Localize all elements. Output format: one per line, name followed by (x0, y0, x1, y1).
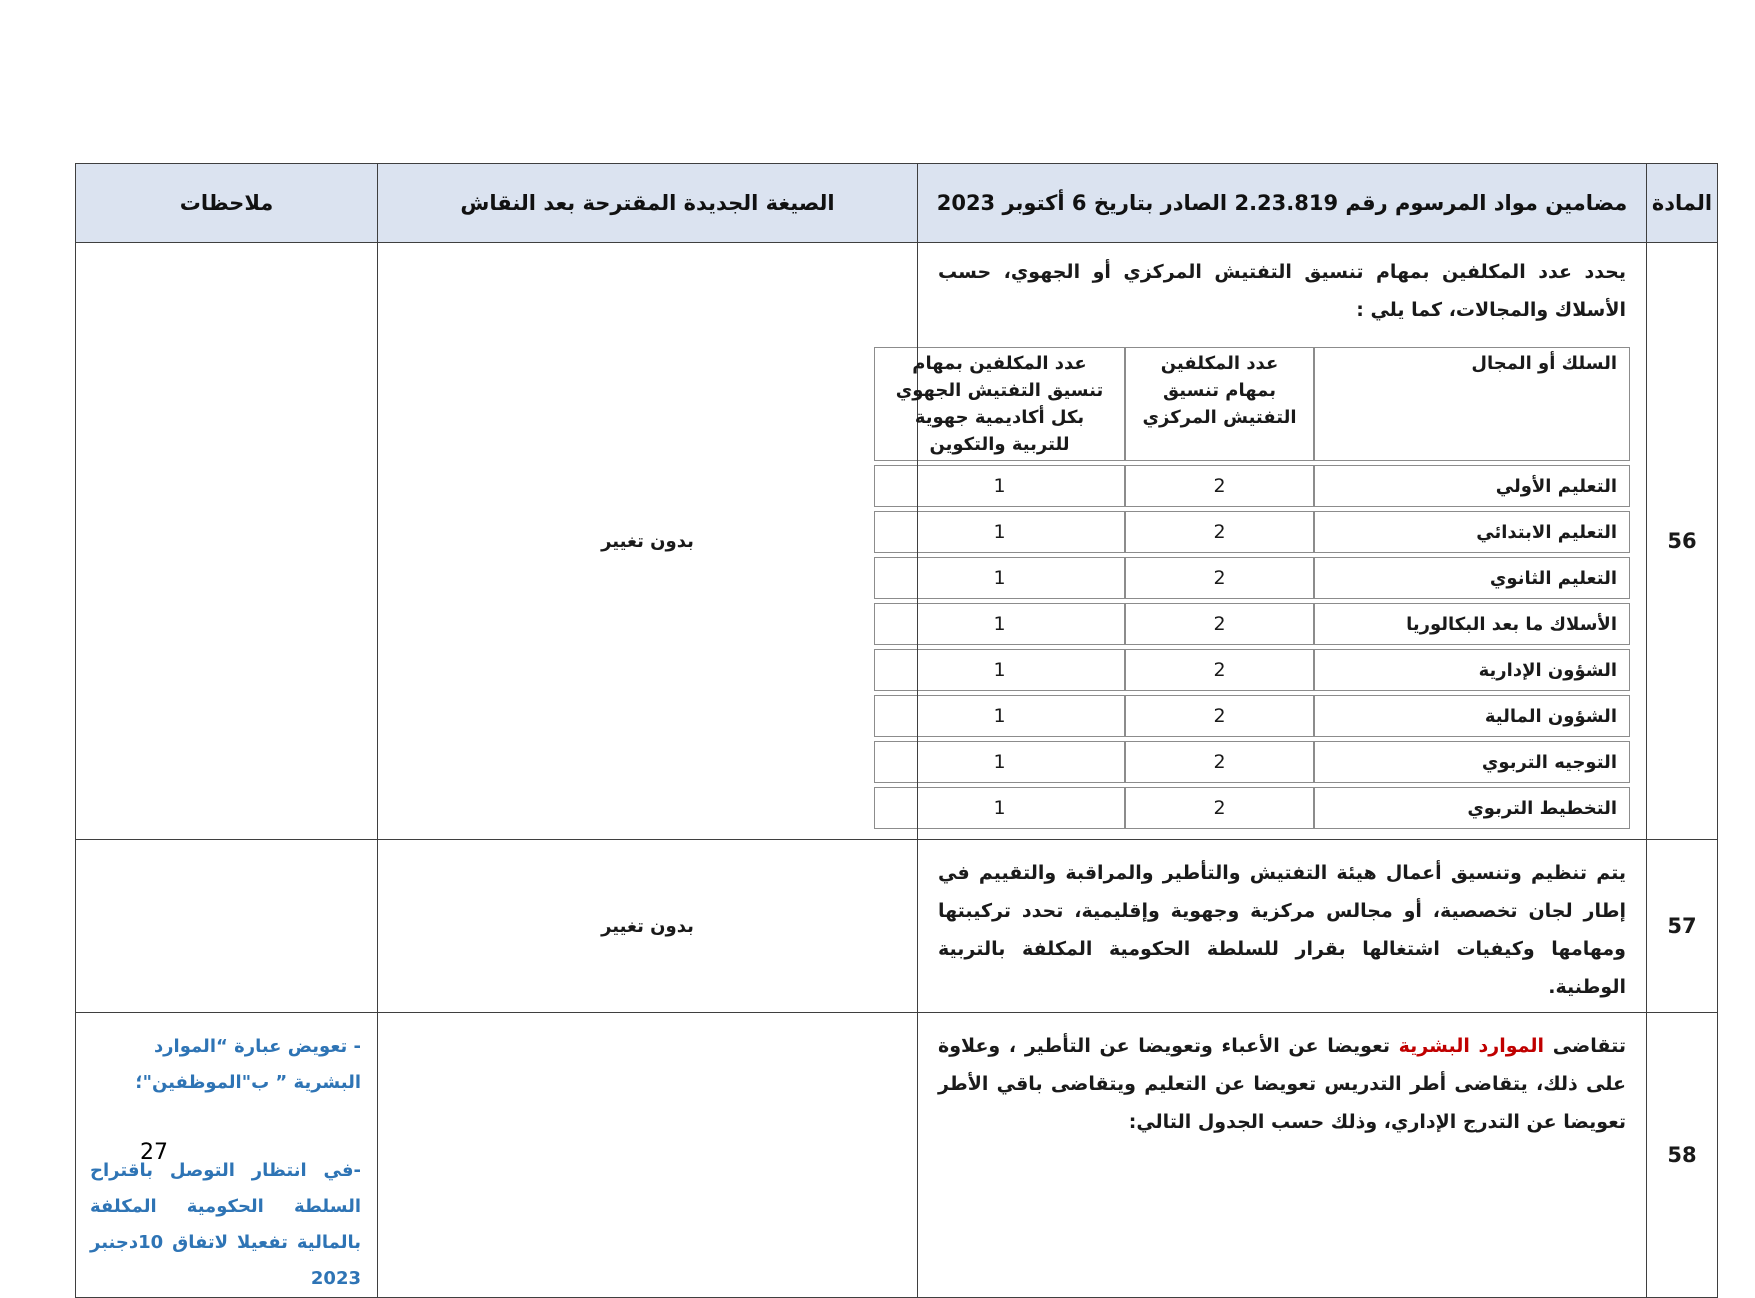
table-row (874, 603, 1630, 645)
inner-header-domain: السلك أو المجال (1314, 347, 1630, 461)
page-number: 27 (140, 1140, 168, 1165)
central-count: 2 (1125, 741, 1314, 783)
article-57-text: يتم تنظيم وتنسيق أعمال هيئة التفتيش والتأطير والمراقبة والتقييم في إطار لجان تخصصية، أو مجالس مركزية وجهوية وإقليمية، تحدد تركيبتها ومهامها وكيفيات اشتغالها بقرار للسلطة الحكومية المكلفة بالتربية الوطنية. (938, 862, 1626, 998)
central-count: 2 (1125, 787, 1314, 829)
article-56-content-cell (895, 243, 1647, 840)
domain-label: الأسلاك ما بعد البكالوريا (1314, 603, 1630, 645)
regional-count: 1 (874, 787, 1125, 829)
central-count: 2 (1125, 603, 1314, 645)
article-56-notes (76, 243, 378, 840)
inspection-coordinators-table (874, 343, 1630, 833)
article-57-content-cell (918, 840, 1647, 1013)
table-row (874, 557, 1630, 599)
domain-label: التعليم الثانوي (1314, 557, 1630, 599)
table-row (874, 465, 1630, 507)
regional-count: 1 (874, 741, 1125, 783)
central-count: 2 (1125, 511, 1314, 553)
central-count: 2 (1125, 465, 1314, 507)
header-decree-contents: مضامين مواد المرسوم رقم 2.23.819 الصادر بتاريخ 6 أكتوبر 2023 (918, 164, 1647, 243)
article-58-content-cell (918, 1013, 1647, 1298)
table-row-article-57 (76, 840, 1718, 1013)
article-56-intro: يحدد عدد المكلفين بمهام تنسيق التفتيش المركزي أو الجهوي، حسب الأسلاك والمجالات، كما يلي : (938, 261, 1626, 321)
regional-count: 1 (874, 465, 1125, 507)
note-replace-term: - تعويض عبارة “الموارد البشرية ” ب"الموظفين"؛ (135, 1036, 361, 1093)
regional-count: 1 (874, 695, 1125, 737)
note-pending-finance: -في انتظار التوصل باقتراح السلطة الحكومية المكلفة بالمالية تفعيلا لاتفاق 10دجنبر 2023 (90, 1160, 361, 1289)
article-58-text-after: تعويضا عن الأعباء وتعويضا عن التأطير ، وعلاوة على ذلك، يتقاضى أطر التدريس تعويضا عن التعليم ويتقاضى باقي الأطر تعويضا عن التدرج الإداري، وذلك حسب الجدول التالي: (938, 1035, 1626, 1133)
header-remarks: ملاحظات (76, 164, 378, 243)
domain-label: التخطيط التربوي (1314, 787, 1630, 829)
article-58-proposal (378, 1013, 918, 1298)
article-58-notes (76, 1013, 378, 1298)
table-row (874, 787, 1630, 829)
table-row-article-56 (76, 243, 1718, 840)
article-58-text-before: تتقاضى (1544, 1035, 1626, 1057)
article-57-notes (76, 840, 378, 1013)
article-number-58: 58 (1647, 1013, 1718, 1298)
regional-count: 1 (874, 511, 1125, 553)
table-row-article-58 (76, 1013, 1718, 1298)
article-58-text (938, 1027, 1626, 1141)
domain-label: الشؤون المالية (1314, 695, 1630, 737)
article-number-56: 56 (1647, 243, 1718, 840)
comparison-table (75, 163, 1718, 1298)
inner-header-central: عدد المكلفين بمهام تنسيق التفتيش المركزي (1125, 347, 1314, 461)
domain-label: الشؤون الإدارية (1314, 649, 1630, 691)
article-number-57: 57 (1647, 840, 1718, 1013)
regional-count: 1 (874, 649, 1125, 691)
article-57-proposal: بدون تغيير (378, 840, 918, 1013)
table-row (874, 695, 1630, 737)
domain-label: التوجيه التربوي (1314, 741, 1630, 783)
article-56-proposal: بدون تغيير (378, 243, 918, 840)
domain-label: التعليم الابتدائي (1314, 511, 1630, 553)
inner-table-header-row (874, 347, 1630, 461)
central-count: 2 (1125, 649, 1314, 691)
central-count: 2 (1125, 695, 1314, 737)
regional-count: 1 (874, 603, 1125, 645)
article-58-highlight: الموارد البشرية (1398, 1035, 1545, 1057)
table-header-row (76, 164, 1718, 243)
central-count: 2 (1125, 557, 1314, 599)
table-row (874, 741, 1630, 783)
domain-label: التعليم الأولي (1314, 465, 1630, 507)
header-article: المادة (1647, 164, 1718, 243)
table-row (874, 511, 1630, 553)
inner-header-regional: عدد المكلفين بمهام تنسيق التفتيش الجهوي بكل أكاديمية جهوية للتربية والتكوين (874, 347, 1125, 461)
table-row (874, 649, 1630, 691)
header-new-wording: الصيغة الجديدة المقترحة بعد النقاش (378, 164, 918, 243)
regional-count: 1 (874, 557, 1125, 599)
